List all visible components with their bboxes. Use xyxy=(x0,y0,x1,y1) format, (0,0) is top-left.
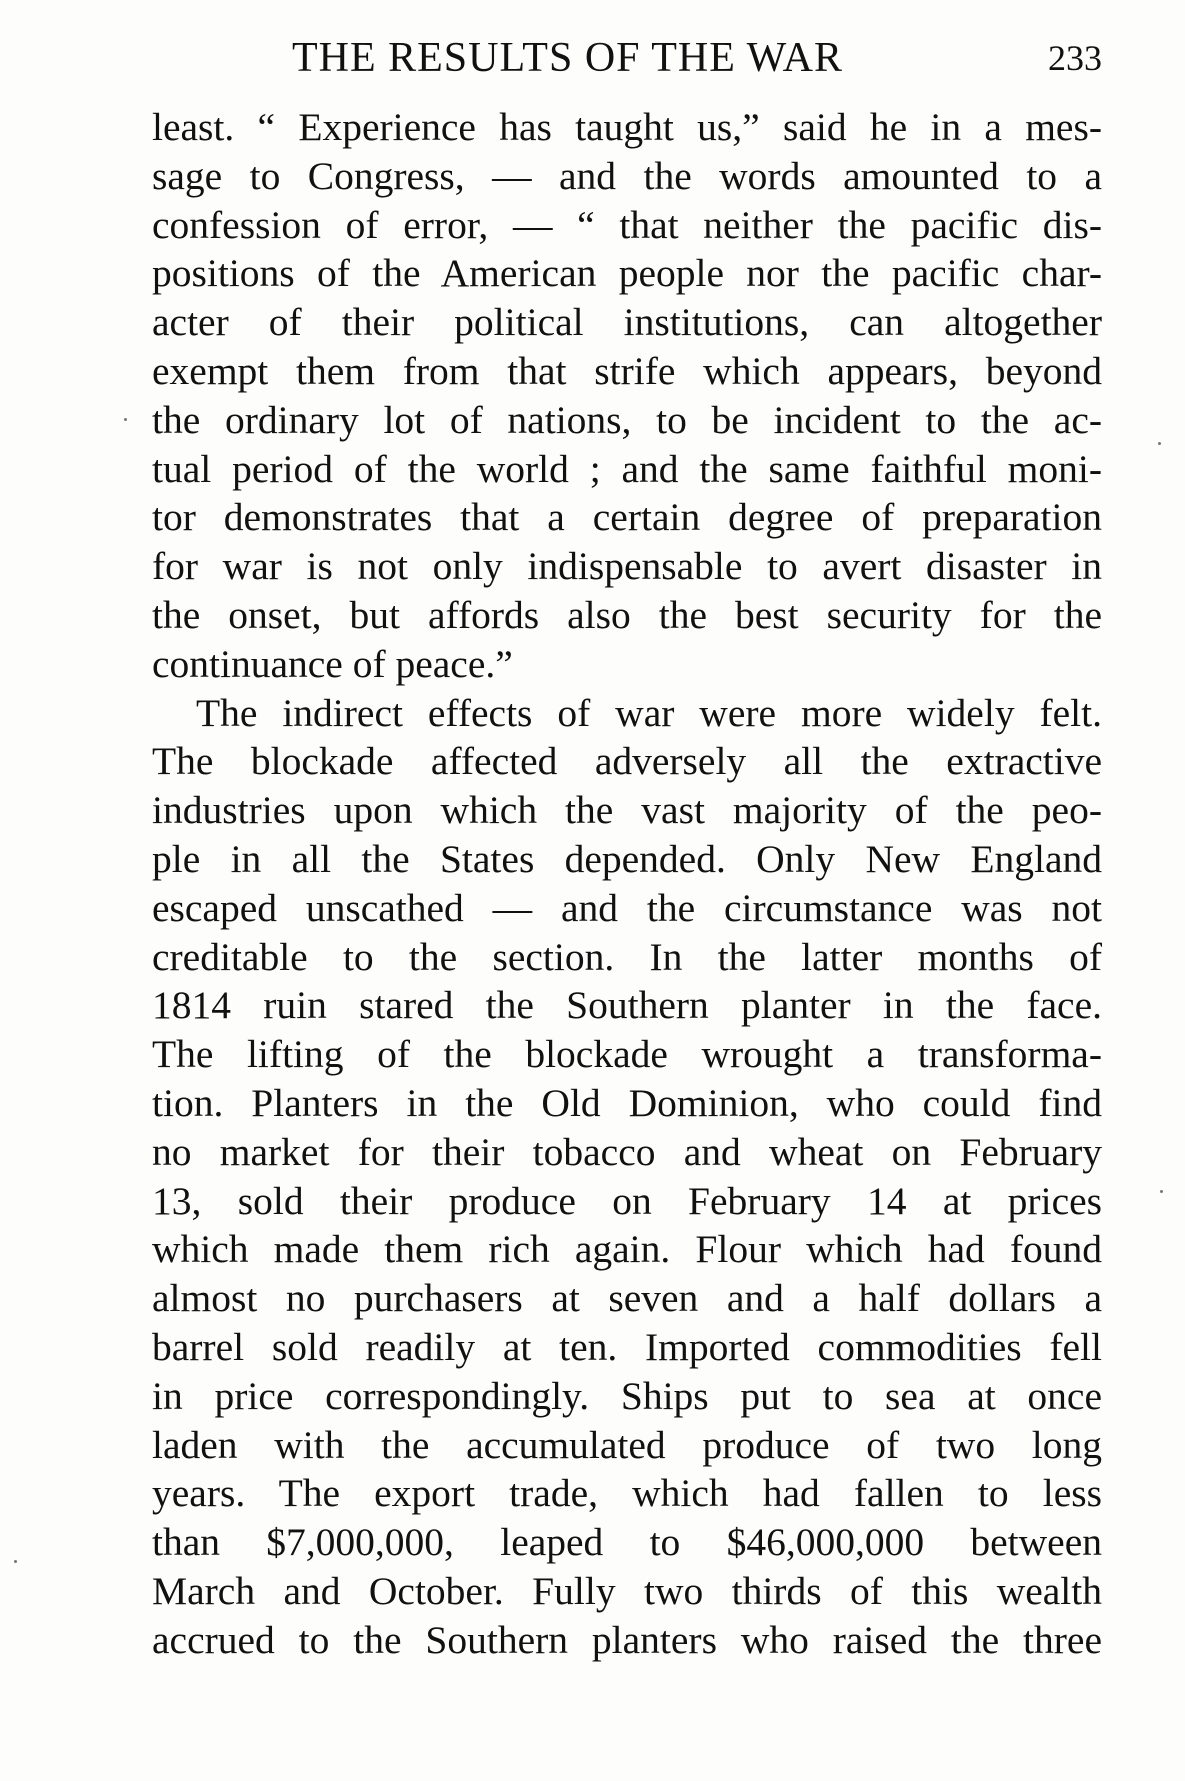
text-line: 13, sold their produce on February 14 at prices xyxy=(152,1178,1102,1223)
scan-speck xyxy=(1160,1190,1163,1193)
text-line: creditable to the section. In the latter months of xyxy=(152,934,1102,979)
text-line: the onset, but affords also the best security for the xyxy=(152,592,1102,637)
text-body xyxy=(152,103,1102,1665)
text-line: tor demonstrates that a certain degree of preparation xyxy=(152,495,1102,540)
text-line: accrued to the Southern planters who raised the three xyxy=(152,1617,1102,1662)
text-line: March and October. Fully two thirds of this wealth xyxy=(152,1568,1102,1613)
text-line: laden with the accumulated produce of two long xyxy=(152,1422,1102,1467)
text-line: least. “ Experience has taught us,” said he in a mes- xyxy=(152,105,1102,149)
text-line: acter of their political institutions, can altogether xyxy=(152,300,1102,345)
text-line: barrel sold readily at ten. Imported commodities fell xyxy=(152,1324,1102,1369)
text-line: The lifting of the blockade wrought a transforma- xyxy=(152,1032,1102,1077)
text-line: continuance of peace.” xyxy=(152,641,513,686)
running-title: THE RESULTS OF THE WAR xyxy=(292,35,843,81)
text-line: no market for their tobacco and wheat on February xyxy=(152,1129,1102,1174)
text-line: tual period of the world ; and the same faithful moni- xyxy=(152,446,1102,491)
text-line: The blockade affected adversely all the extractive xyxy=(152,739,1102,784)
text-line: than $7,000,000, leaped to $46,000,000 between xyxy=(152,1520,1102,1565)
scan-speck xyxy=(1158,442,1161,445)
text-line: positions of the American people nor the pacific char- xyxy=(152,251,1102,296)
text-line: which made them rich again. Flour which had found xyxy=(152,1227,1102,1272)
scan-speck xyxy=(124,418,127,421)
text-line: escaped unscathed — and the circumstance was not xyxy=(152,885,1102,930)
text-line: ple in all the States depended. Only New England xyxy=(152,836,1102,881)
text-line: years. The export trade, which had fallen to less xyxy=(152,1471,1102,1516)
text-line: confession of error, — “ that neither the pacific dis- xyxy=(152,202,1102,247)
text-line: sage to Congress, — and the words amounted to a xyxy=(152,153,1102,198)
text-line: the ordinary lot of nations, to be incident to the ac- xyxy=(152,397,1102,442)
text-line: The indirect effects of war were more widely felt. xyxy=(196,690,1102,735)
text-line: tion. Planters in the Old Dominion, who could find xyxy=(152,1080,1102,1125)
paragraph xyxy=(152,689,1102,1665)
text-line: 1814 ruin stared the Southern planter in the face. xyxy=(152,983,1102,1028)
text-line: in price correspondingly. Ships put to sea at once xyxy=(152,1373,1102,1418)
running-head xyxy=(152,28,1102,88)
page-number: 233 xyxy=(1048,38,1102,78)
text-line: industries upon which the vast majority of the peo- xyxy=(152,788,1102,833)
text-line: for war is not only indispensable to avert disaster in xyxy=(152,544,1102,589)
paragraph xyxy=(152,103,1102,689)
scan-speck xyxy=(14,1560,17,1563)
text-line: exempt them from that strife which appears, beyond xyxy=(152,348,1102,393)
text-line: almost no purchasers at seven and a half dollars a xyxy=(152,1276,1102,1321)
